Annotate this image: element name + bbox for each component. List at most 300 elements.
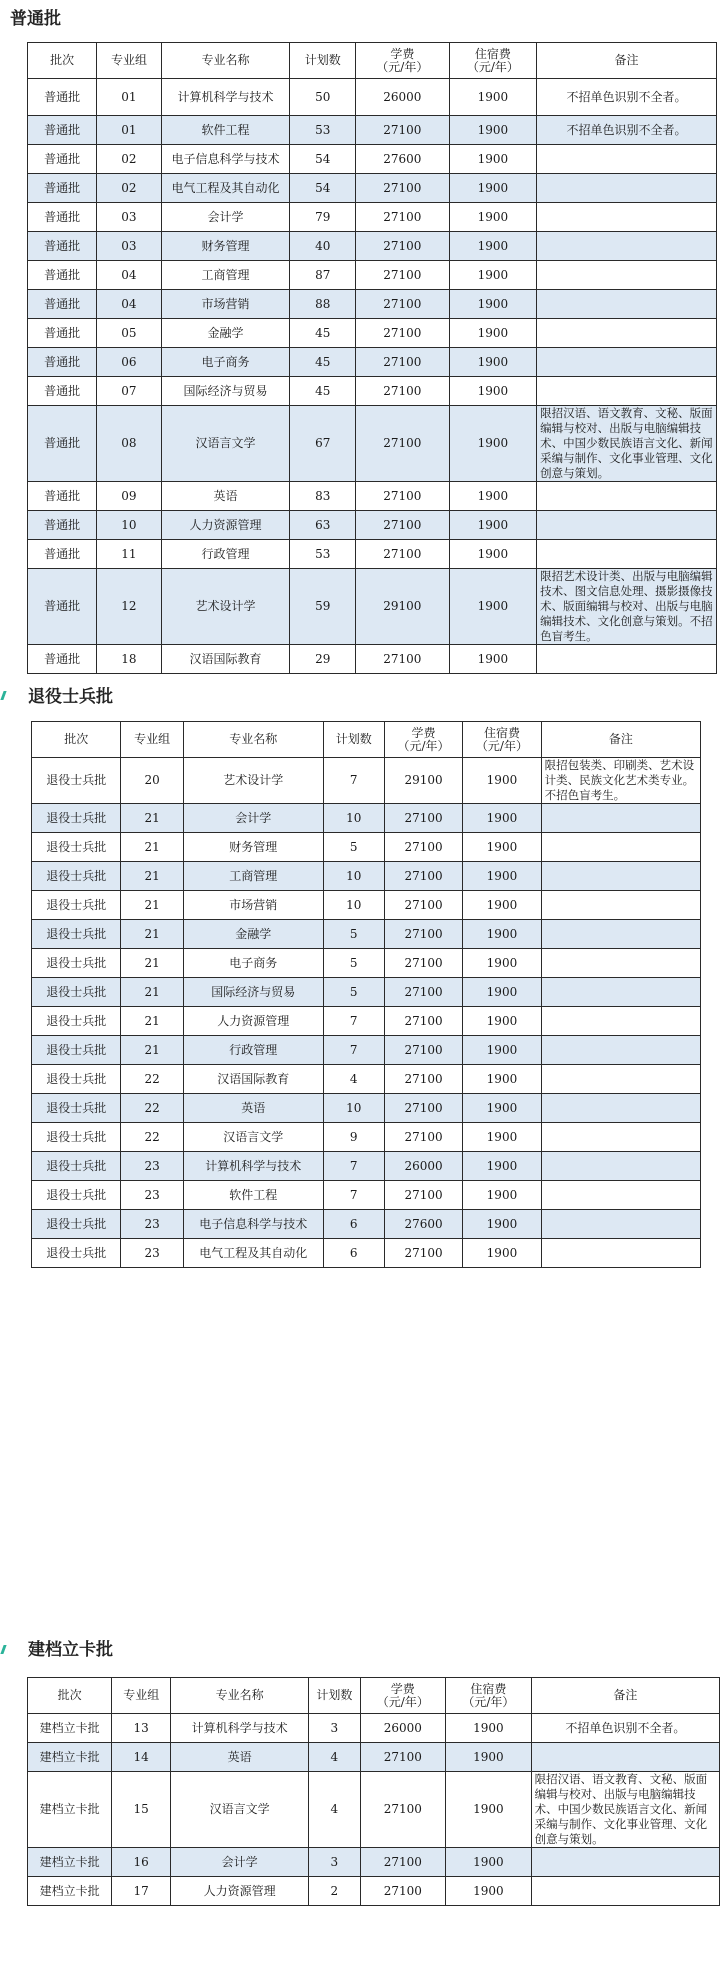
table-cell: 建档立卡批 [28, 1848, 112, 1877]
table-cell: 电子商务 [161, 348, 290, 377]
accent-mark-icon [0, 691, 6, 700]
table-cell: 10 [323, 891, 384, 920]
table-cell: 29100 [384, 758, 462, 804]
table-cell: 英语 [183, 1094, 323, 1123]
table-row [32, 1123, 701, 1152]
note-cell: 限招汉语、语文教育、文秘、版面编辑与校对、出版与电脑编辑技术、中国少数民族语言文化、新闻采编与制作、文化事业管理、文化创意与策划。 [537, 406, 717, 482]
table-cell: 3 [309, 1714, 360, 1743]
table-row [28, 569, 717, 645]
table-cell: 27100 [356, 377, 450, 406]
table-cell: 1900 [463, 804, 541, 833]
table-cell: 27100 [384, 1123, 462, 1152]
table-row [32, 920, 701, 949]
table-cell: 工商管理 [183, 862, 323, 891]
table-cell: 79 [290, 203, 356, 232]
table-cell: 1900 [463, 1239, 541, 1268]
table-row [28, 1877, 720, 1906]
column-header: 备注 [541, 722, 700, 758]
table-cell: 艺术设计学 [183, 758, 323, 804]
table-cell: 普通批 [28, 290, 97, 319]
table-cell: 建档立卡批 [28, 1743, 112, 1772]
table-cell: 英语 [161, 482, 290, 511]
table-cell: 会计学 [183, 804, 323, 833]
table-row [28, 1848, 720, 1877]
table-cell: 1900 [463, 1152, 541, 1181]
table-cell: 5 [323, 833, 384, 862]
table-cell: 1900 [449, 645, 536, 674]
table-cell: 普通批 [28, 116, 97, 145]
table-cell: 退役士兵批 [32, 1007, 121, 1036]
table-cell: 54 [290, 174, 356, 203]
table-cell: 5 [323, 920, 384, 949]
table-cell: 87 [290, 261, 356, 290]
section-archive-batch [28, 1637, 113, 1663]
table-cell: 普通批 [28, 319, 97, 348]
table-cell: 17 [112, 1877, 171, 1906]
section-title: 退役士兵批 [28, 687, 113, 707]
column-header: 备注 [537, 43, 717, 79]
table-cell: 退役士兵批 [32, 1123, 121, 1152]
table-row [32, 833, 701, 862]
table-cell: 27100 [384, 862, 462, 891]
table-cell: 1900 [449, 145, 536, 174]
note-cell [537, 540, 717, 569]
table-cell: 27600 [356, 145, 450, 174]
table-cell: 27600 [384, 1210, 462, 1239]
table-cell: 27100 [384, 1094, 462, 1123]
table-cell: 29 [290, 645, 356, 674]
column-header: 专业组 [112, 1678, 171, 1714]
table-cell: 4 [323, 1065, 384, 1094]
table-cell: 人力资源管理 [161, 511, 290, 540]
table-cell: 退役士兵批 [32, 1181, 121, 1210]
table-cell: 普通批 [28, 482, 97, 511]
table-cell: 普通批 [28, 406, 97, 482]
table-cell: 普通批 [28, 232, 97, 261]
table-row [28, 261, 717, 290]
table-cell: 1900 [449, 261, 536, 290]
note-cell [531, 1877, 719, 1906]
table-cell: 01 [97, 79, 161, 116]
column-header: 学费 （元/年） [384, 722, 462, 758]
table-cell: 1900 [463, 1065, 541, 1094]
header-row [32, 722, 701, 758]
table-cell: 06 [97, 348, 161, 377]
table-cell: 50 [290, 79, 356, 116]
table-cell: 18 [97, 645, 161, 674]
table-cell: 04 [97, 290, 161, 319]
table-cell: 6 [323, 1210, 384, 1239]
table-cell: 21 [121, 978, 183, 1007]
table-cell: 83 [290, 482, 356, 511]
note-cell [541, 1210, 700, 1239]
note-cell [537, 645, 717, 674]
section-title: 建档立卡批 [28, 1640, 113, 1660]
table-cell: 15 [112, 1772, 171, 1848]
table-cell: 1900 [446, 1848, 532, 1877]
table-row [32, 758, 701, 804]
table-cell: 退役士兵批 [32, 891, 121, 920]
table-cell: 2 [309, 1877, 360, 1906]
table-cell: 普通批 [28, 540, 97, 569]
table-cell: 普通批 [28, 261, 97, 290]
table-cell: 1900 [446, 1877, 532, 1906]
note-cell [541, 1152, 700, 1181]
table-cell: 27100 [360, 1743, 446, 1772]
note-cell [541, 833, 700, 862]
table-cell: 普通批 [28, 569, 97, 645]
note-cell [541, 1239, 700, 1268]
section-regular-batch [10, 6, 61, 32]
table-cell: 计算机科学与技术 [171, 1714, 309, 1743]
table-row [28, 645, 717, 674]
table-cell: 汉语言文学 [183, 1123, 323, 1152]
table-cell: 1900 [449, 540, 536, 569]
table-cell: 7 [323, 1007, 384, 1036]
table-cell: 08 [97, 406, 161, 482]
table-cell: 26000 [356, 79, 450, 116]
table-cell: 27100 [356, 290, 450, 319]
table-cell: 05 [97, 319, 161, 348]
table-row [32, 1065, 701, 1094]
table-cell: 21 [121, 833, 183, 862]
note-cell: 限招包装类、印刷类、艺术设计类、民族文化艺术类专业。不招色盲考生。 [541, 758, 700, 804]
table-cell: 1900 [463, 949, 541, 978]
section-title: 普通批 [10, 9, 61, 29]
table-cell: 27100 [384, 1181, 462, 1210]
table-cell: 27100 [384, 1239, 462, 1268]
table-cell: 27100 [356, 203, 450, 232]
table-cell: 20 [121, 758, 183, 804]
table-cell: 市场营销 [161, 290, 290, 319]
column-header: 住宿费 （元/年） [463, 722, 541, 758]
table-cell: 人力资源管理 [183, 1007, 323, 1036]
table-cell: 10 [323, 804, 384, 833]
table-cell: 16 [112, 1848, 171, 1877]
table-cell: 1900 [463, 1007, 541, 1036]
header-row [28, 43, 717, 79]
header-row [28, 1678, 720, 1714]
table-row [28, 540, 717, 569]
table-cell: 1900 [449, 377, 536, 406]
note-cell [537, 261, 717, 290]
note-cell [541, 891, 700, 920]
table-cell: 03 [97, 232, 161, 261]
note-cell [541, 1123, 700, 1152]
note-cell [537, 232, 717, 261]
table-row [28, 348, 717, 377]
table-cell: 26000 [384, 1152, 462, 1181]
note-cell [537, 174, 717, 203]
note-cell [537, 203, 717, 232]
table-cell: 1900 [463, 891, 541, 920]
table-row [28, 79, 717, 116]
table-cell: 27100 [360, 1848, 446, 1877]
table-cell: 22 [121, 1094, 183, 1123]
table-cell: 软件工程 [161, 116, 290, 145]
table-row [28, 290, 717, 319]
table-cell: 27100 [384, 978, 462, 1007]
table-cell: 退役士兵批 [32, 1094, 121, 1123]
table-row [28, 232, 717, 261]
table-cell: 14 [112, 1743, 171, 1772]
table-cell: 21 [121, 891, 183, 920]
table-cell: 03 [97, 203, 161, 232]
table-cell: 建档立卡批 [28, 1877, 112, 1906]
note-cell [531, 1848, 719, 1877]
note-cell [541, 1036, 700, 1065]
table-row [32, 949, 701, 978]
note-cell [541, 862, 700, 891]
table-row [32, 1036, 701, 1065]
table-cell: 54 [290, 145, 356, 174]
table-cell: 27100 [356, 261, 450, 290]
table-cell: 1900 [463, 1094, 541, 1123]
table-cell: 电气工程及其自动化 [183, 1239, 323, 1268]
table-cell: 27100 [384, 891, 462, 920]
table-cell: 27100 [356, 319, 450, 348]
table-cell: 27100 [356, 645, 450, 674]
table-cell: 09 [97, 482, 161, 511]
note-cell [541, 978, 700, 1007]
table-cell: 67 [290, 406, 356, 482]
table-cell: 汉语国际教育 [183, 1065, 323, 1094]
note-cell [537, 290, 717, 319]
table-cell: 27100 [360, 1772, 446, 1848]
table-cell: 13 [112, 1714, 171, 1743]
table-cell: 4 [309, 1772, 360, 1848]
table-cell: 金融学 [183, 920, 323, 949]
table-cell: 1900 [446, 1714, 532, 1743]
table-cell: 普通批 [28, 377, 97, 406]
table-cell: 21 [121, 804, 183, 833]
table-cell: 电子信息科学与技术 [183, 1210, 323, 1239]
table-cell: 退役士兵批 [32, 949, 121, 978]
table-cell: 1900 [463, 1123, 541, 1152]
table-cell: 40 [290, 232, 356, 261]
table-cell: 普通批 [28, 174, 97, 203]
table-cell: 53 [290, 540, 356, 569]
table-cell: 普通批 [28, 79, 97, 116]
table-row [32, 1210, 701, 1239]
table-cell: 退役士兵批 [32, 833, 121, 862]
table-cell: 21 [121, 862, 183, 891]
table-cell: 汉语国际教育 [161, 645, 290, 674]
table-cell: 27100 [384, 949, 462, 978]
table-cell: 1900 [463, 1036, 541, 1065]
table-cell: 1900 [449, 406, 536, 482]
table-cell: 退役士兵批 [32, 758, 121, 804]
column-header: 计划数 [309, 1678, 360, 1714]
table-cell: 电子商务 [183, 949, 323, 978]
column-header: 住宿费 （元/年） [449, 43, 536, 79]
table-cell: 1900 [449, 79, 536, 116]
table-cell: 27100 [356, 116, 450, 145]
table-cell: 27100 [384, 833, 462, 862]
table-cell: 27100 [384, 804, 462, 833]
note-cell: 不招单色识别不全者。 [531, 1714, 719, 1743]
table-cell: 1900 [463, 758, 541, 804]
table-cell: 普通批 [28, 203, 97, 232]
table-cell: 退役士兵批 [32, 1065, 121, 1094]
table-cell: 7 [323, 1152, 384, 1181]
table-cell: 市场营销 [183, 891, 323, 920]
note-cell [531, 1743, 719, 1772]
table-cell: 电子信息科学与技术 [161, 145, 290, 174]
table-cell: 1900 [463, 978, 541, 1007]
table-cell: 10 [323, 1094, 384, 1123]
table-cell: 27100 [384, 1036, 462, 1065]
table-cell: 建档立卡批 [28, 1772, 112, 1848]
table-cell: 1900 [449, 174, 536, 203]
table-cell: 计算机科学与技术 [161, 79, 290, 116]
table-cell: 02 [97, 174, 161, 203]
note-cell [541, 1007, 700, 1036]
table-row [32, 1094, 701, 1123]
table-row [32, 891, 701, 920]
table-cell: 1900 [446, 1743, 532, 1772]
table-cell: 艺术设计学 [161, 569, 290, 645]
table-cell: 4 [309, 1743, 360, 1772]
table-cell: 9 [323, 1123, 384, 1152]
table-cell: 工商管理 [161, 261, 290, 290]
table-cell: 3 [309, 1848, 360, 1877]
table-cell: 普通批 [28, 511, 97, 540]
table-cell: 1900 [449, 511, 536, 540]
table-veteran-batch [31, 721, 701, 1268]
table-cell: 21 [121, 1007, 183, 1036]
table-cell: 退役士兵批 [32, 920, 121, 949]
table-row [28, 203, 717, 232]
table-cell: 1900 [449, 116, 536, 145]
table-row [32, 1152, 701, 1181]
table-cell: 27100 [356, 232, 450, 261]
column-header: 专业组 [97, 43, 161, 79]
column-header: 学费 （元/年） [356, 43, 450, 79]
table-cell: 计算机科学与技术 [183, 1152, 323, 1181]
table-cell: 退役士兵批 [32, 1036, 121, 1065]
column-header: 专业名称 [171, 1678, 309, 1714]
table-cell: 1900 [449, 482, 536, 511]
table-cell: 23 [121, 1181, 183, 1210]
table-cell: 10 [323, 862, 384, 891]
table-cell: 63 [290, 511, 356, 540]
note-cell [537, 377, 717, 406]
table-cell: 软件工程 [183, 1181, 323, 1210]
table-cell: 1900 [463, 862, 541, 891]
table-cell: 国际经济与贸易 [183, 978, 323, 1007]
table-cell: 53 [290, 116, 356, 145]
table-cell: 汉语言文学 [161, 406, 290, 482]
note-cell [541, 920, 700, 949]
table-cell: 22 [121, 1065, 183, 1094]
table-cell: 建档立卡批 [28, 1714, 112, 1743]
table-cell: 财务管理 [183, 833, 323, 862]
note-cell [541, 1181, 700, 1210]
column-header: 批次 [28, 43, 97, 79]
note-cell [537, 145, 717, 174]
table-cell: 1900 [449, 348, 536, 377]
column-header: 专业名称 [183, 722, 323, 758]
table-cell: 1900 [449, 232, 536, 261]
table-row [32, 862, 701, 891]
note-cell: 不招单色识别不全者。 [537, 79, 717, 116]
table-cell: 普通批 [28, 145, 97, 174]
table-cell: 行政管理 [183, 1036, 323, 1065]
note-cell [537, 319, 717, 348]
table-cell: 45 [290, 377, 356, 406]
table-cell: 27100 [356, 482, 450, 511]
table-cell: 26000 [360, 1714, 446, 1743]
table-cell: 人力资源管理 [171, 1877, 309, 1906]
table-cell: 88 [290, 290, 356, 319]
table-cell: 27100 [356, 540, 450, 569]
table-cell: 行政管理 [161, 540, 290, 569]
table-cell: 11 [97, 540, 161, 569]
table-cell: 10 [97, 511, 161, 540]
table-cell: 1900 [463, 1210, 541, 1239]
column-header: 计划数 [290, 43, 356, 79]
table-row [28, 319, 717, 348]
table-cell: 27100 [384, 920, 462, 949]
note-cell [541, 804, 700, 833]
table-cell: 21 [121, 920, 183, 949]
accent-mark-icon [0, 1645, 6, 1654]
table-row [28, 1743, 720, 1772]
table-cell: 7 [323, 1036, 384, 1065]
table-row [28, 1714, 720, 1743]
table-cell: 1900 [449, 319, 536, 348]
column-header: 专业组 [121, 722, 183, 758]
table-cell: 23 [121, 1152, 183, 1181]
table-row [28, 511, 717, 540]
table-row [32, 1239, 701, 1268]
table-cell: 退役士兵批 [32, 862, 121, 891]
table-cell: 21 [121, 949, 183, 978]
table-cell: 23 [121, 1239, 183, 1268]
table-cell: 6 [323, 1239, 384, 1268]
table-row [32, 1007, 701, 1036]
column-header: 学费 （元/年） [360, 1678, 446, 1714]
table-cell: 02 [97, 145, 161, 174]
table-cell: 会计学 [171, 1848, 309, 1877]
note-cell [537, 348, 717, 377]
table-cell: 1900 [449, 569, 536, 645]
table-cell: 退役士兵批 [32, 804, 121, 833]
table-row [32, 978, 701, 1007]
table-cell: 23 [121, 1210, 183, 1239]
table-cell: 财务管理 [161, 232, 290, 261]
table-cell: 1900 [463, 1181, 541, 1210]
table-cell: 退役士兵批 [32, 1239, 121, 1268]
table-cell: 5 [323, 978, 384, 1007]
table-cell: 1900 [449, 203, 536, 232]
table-cell: 7 [323, 1181, 384, 1210]
table-cell: 27100 [356, 406, 450, 482]
table-cell: 27100 [356, 511, 450, 540]
table-cell: 29100 [356, 569, 450, 645]
table-row [28, 482, 717, 511]
table-row [28, 116, 717, 145]
column-header: 住宿费 （元/年） [446, 1678, 532, 1714]
table-cell: 22 [121, 1123, 183, 1152]
column-header: 专业名称 [161, 43, 290, 79]
note-cell [541, 1094, 700, 1123]
table-cell: 27100 [384, 1007, 462, 1036]
table-cell: 5 [323, 949, 384, 978]
table-cell: 英语 [171, 1743, 309, 1772]
table-cell: 普通批 [28, 645, 97, 674]
